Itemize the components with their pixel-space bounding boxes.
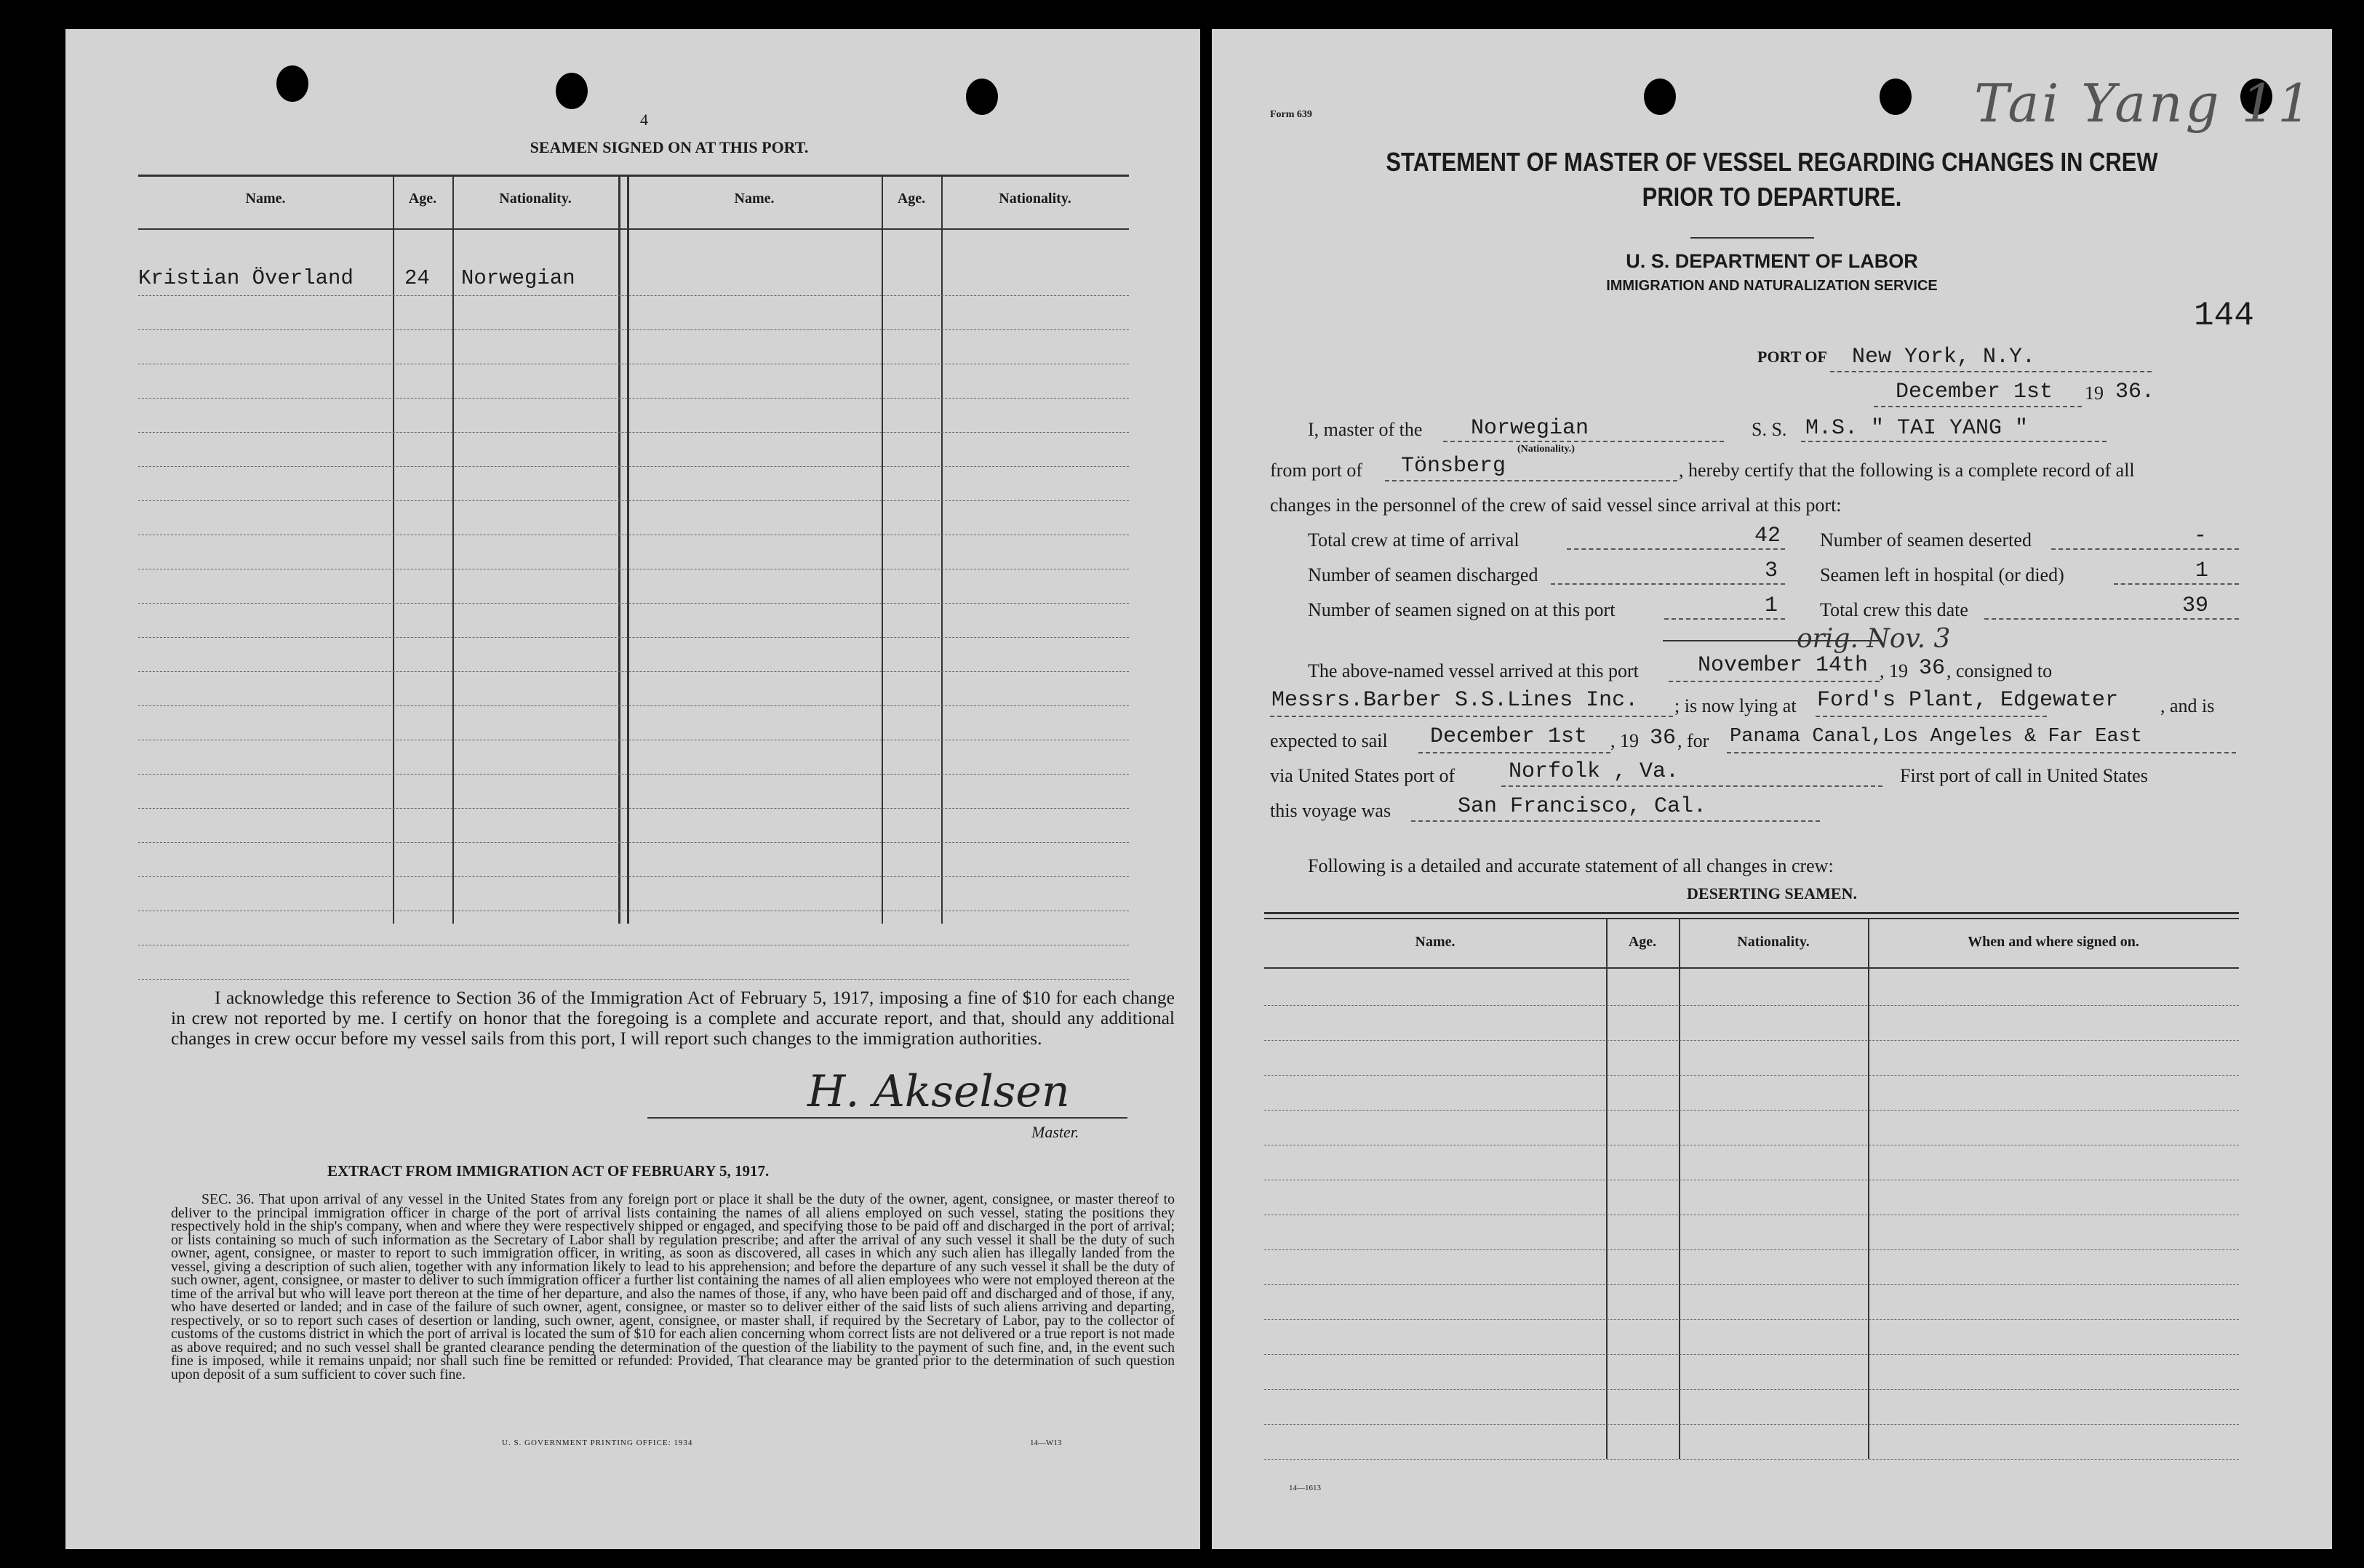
from-port-underline [1385, 480, 1677, 481]
date-underline [1874, 406, 2082, 407]
stat-label-deserted: Number of seamen deserted [1820, 529, 2032, 551]
nationality-caption: (Nationality.) [1517, 444, 1575, 455]
changes-text: changes in the personnel of the crew of said vessel since arrival at this port: [1270, 495, 1842, 516]
punch-hole [1880, 79, 1912, 115]
table-row-rule [1264, 1354, 2239, 1355]
destination-underline [1727, 752, 2236, 753]
table-top-rule [1264, 912, 2239, 914]
form-title-line2: PRIOR TO DEPARTURE. [1642, 182, 1902, 212]
table-row-rule [1264, 1005, 2239, 1006]
lying-underline [1816, 716, 2047, 717]
destination-value: Panama Canal,Los Angeles & Far East [1730, 726, 2143, 748]
sail-value: December 1st [1430, 724, 1588, 749]
col-divider [941, 175, 943, 924]
table-row-rule [1264, 1075, 2239, 1076]
signature-caption: Master. [1031, 1123, 1079, 1141]
master-signature: H. Akselsen [807, 1066, 1070, 1117]
sail-underline [1418, 752, 1610, 753]
form-label: Form 639 [1270, 109, 1312, 120]
table-top-rule [138, 175, 1129, 177]
table-row-rule [138, 774, 1129, 775]
arrived-value: November 14th [1698, 653, 1869, 678]
port-underline [1830, 371, 2152, 372]
table-row-rule [1264, 1040, 2239, 1041]
stat-label-signed-on: Number of seamen signed on at this port [1308, 599, 1616, 620]
table-row-rule [138, 979, 1129, 980]
consignee-underline [1270, 716, 1673, 717]
table-header-rule [1264, 967, 2239, 969]
table-row-rule [138, 705, 1129, 706]
certify-text: , hereby certify that the following is a complete record of all [1679, 460, 2135, 481]
stat-value-deserted: - [2194, 524, 2208, 548]
date-value: December 1st [1896, 380, 2053, 404]
consigned-label: , consigned to [1946, 660, 2053, 681]
col-divider [393, 175, 394, 924]
vessel-value: M.S. " TAI YANG " [1805, 416, 2029, 441]
via-value: Norfolk , Va. [1509, 759, 1680, 784]
lying-label: ; is now lying at [1674, 695, 1797, 716]
via-label: via United States port of [1270, 765, 1455, 786]
from-port-value: Tönsberg [1401, 454, 1506, 479]
deserting-seamen-table [1264, 912, 2239, 1465]
consignee-value: Messrs.Barber S.S.Lines Inc. [1271, 688, 1639, 713]
entry-age: 24 [404, 266, 430, 290]
port-label: PORT OF [1757, 348, 1827, 366]
for-label: , for [1677, 730, 1709, 751]
arrived-year-prefix: , 19 [1880, 660, 1908, 681]
form-code: 14—W13 [1030, 1439, 1062, 1447]
stat-value-hospital: 1 [2195, 559, 2209, 583]
col-divider [1606, 918, 1608, 1459]
col-divider [1679, 918, 1680, 1459]
year-prefix: 19 [2085, 383, 2104, 404]
col-header-name: Name. [1415, 934, 1455, 950]
stat-value-total-date: 39 [2182, 593, 2209, 618]
nationality-value: Norwegian [1471, 416, 1589, 441]
voyage-label: this voyage was [1270, 800, 1391, 821]
col-header-nationality: Nationality. [1737, 934, 1810, 950]
section-title: SEAMEN SIGNED ON AT THIS PORT. [530, 138, 809, 156]
table-row-rule [1264, 1459, 2239, 1460]
stat-label-total-date: Total crew this date [1820, 599, 1968, 620]
handwritten-arrival-note: orig. Nov. 3 [1797, 624, 1951, 654]
stat-value-discharged: 3 [1765, 559, 1778, 583]
table-row-rule [138, 603, 1129, 604]
nationality-underline [1443, 441, 1724, 442]
department-name: U. S. DEPARTMENT OF LABOR [1626, 250, 1918, 272]
form-title-line1: STATEMENT OF MASTER OF VESSEL REGARDING CHANGES IN CREW [1386, 147, 2158, 177]
from-port-label: from port of [1270, 460, 1363, 481]
port-value: New York, N.Y. [1852, 345, 2036, 369]
punch-hole [1644, 79, 1676, 115]
col-divider [1868, 918, 1869, 1459]
col-header-age-2: Age. [897, 191, 926, 207]
title-rule [1690, 237, 1814, 239]
col-header-when-where: When and where signed on. [1968, 934, 2139, 950]
printer-imprint: U. S. GOVERNMENT PRINTING OFFICE: 1934 [502, 1439, 693, 1447]
arrived-year-value: 36 [1919, 656, 1946, 681]
col-divider [627, 175, 629, 924]
table-row-rule [138, 500, 1129, 501]
col-divider [452, 175, 454, 924]
first-port-label: First port of call in United States [1900, 765, 2148, 786]
left-page [65, 29, 1200, 1549]
stat-value-total-arrival: 42 [1754, 524, 1781, 548]
and-is-text: , and is [2160, 695, 2215, 716]
stat-underline [1567, 548, 1785, 550]
table-row-rule [138, 432, 1129, 433]
punch-hole [556, 73, 588, 109]
table-row-rule [1264, 1249, 2239, 1250]
extract-text: SEC. 36. That upon arrival of any vessel in the United States from any foreign port or place it shall be the duty of the owner, agent, consignee, or master thereof to deliver to the principal immigration officer in charge of the port of arrival lists containing the names of all aliens employed on such vessel, stating the positions they respectively hold in the ship's company, when and where they were respectively shipped or engaged, and specifying those to be paid off and discharged in the port of arrival; or lists containing so much of such information as the Secretary of Labor shall by regulation prescribe; and after the arrival of any such vessel it shall be the duty of such owner, agent, consignee, or master to report to such immigration officer, in writing, as soon as discovered, all cases in which any such alien has illegally landed from the vessel, giving a description of such alien, together with any information likely to lead to his apprehension; and before the departure of any such vessel it shall be the duty of such owner, agent, consignee, or master to deliver to such immigration officer a further list containing the names of all alien employees who were not employed thereon at the time of the arrival but who will leave port thereon at the time of her departure, and also the names of those, if any, who have been paid off and discharged and of those, if any, who have deserted or landed; and in case of the failure of such owner, agent, consignee, or master so to deliver either of the said lists of such aliens arriving and departing, respectively, or so to report such cases of desertion or landing, such owner, agent, consignee, or master shall, if required by the Secretary of Labor, pay to the collector of customs of the customs district in which the port of arrival is located the sum of $10 for each alien concerning whom correct lists are not delivered or a true report is not made as above required; and no such vessel shall be granted clearance pending the determination of the question of the liability to the payment of such fine, and, in the event such fine is imposed, while it remains unpaid; nor shall such fine be remitted or refunded: Provided, That clearance may be granted prior to the determination of such question upon deposit of a sum sufficient to cover such fine. [171, 1191, 1175, 1383]
voyage-underline [1411, 820, 1820, 822]
stat-value-signed-on: 1 [1765, 593, 1778, 618]
stat-underline [1664, 618, 1785, 620]
table-row-rule [1264, 1110, 2239, 1111]
table-row-rule [138, 808, 1129, 809]
stat-label-total-arrival: Total crew at time of arrival [1308, 529, 1520, 551]
signature-line [647, 1117, 1127, 1119]
stat-underline [1984, 618, 2239, 620]
col-header-nationality: Nationality. [499, 191, 572, 207]
lying-value: Ford's Plant, Edgewater [1817, 688, 2119, 713]
seamen-signed-on-table [138, 175, 1129, 967]
page-number: 4 [640, 111, 648, 129]
col-header-nationality-2: Nationality. [999, 191, 1071, 207]
sail-year-prefix: , 19 [1610, 730, 1639, 751]
form-code: 14—1613 [1289, 1484, 1321, 1492]
master-label: I, master of the [1308, 419, 1423, 440]
stat-underline [2051, 548, 2239, 550]
stat-label-discharged: Number of seamen discharged [1308, 564, 1538, 585]
entry-nationality: Norwegian [461, 266, 575, 290]
table-row-rule [138, 842, 1129, 843]
via-underline [1501, 785, 1882, 787]
table-row-rule [1264, 1389, 2239, 1390]
stat-underline [2114, 583, 2239, 585]
document-number: 144 [2194, 297, 2254, 335]
col-header-name-2: Name. [734, 191, 775, 207]
table-row-rule [138, 295, 1129, 296]
punch-hole [966, 79, 998, 115]
vessel-underline [1801, 441, 2107, 442]
table-row-rule [138, 398, 1129, 399]
col-divider [882, 175, 883, 924]
stat-label-hospital: Seamen left in hospital (or died) [1820, 564, 2064, 585]
handwritten-vessel-note: Tai Yang 11 [1974, 73, 2315, 134]
col-header-name: Name. [245, 191, 286, 207]
punch-hole [276, 65, 308, 102]
col-header-age: Age. [1628, 934, 1657, 950]
col-divider [618, 175, 620, 924]
table-row-rule [138, 466, 1129, 467]
sail-label: expected to sail [1270, 730, 1388, 751]
entry-name: Kristian Överland [138, 266, 354, 290]
table-header-rule [138, 228, 1129, 230]
arrived-underline [1669, 681, 1880, 682]
arrived-label: The above-named vessel arrived at this port [1308, 660, 1639, 681]
table-row-rule [1264, 1424, 2239, 1425]
voyage-value: San Francisco, Cal. [1458, 794, 1707, 819]
service-name: IMMIGRATION AND NATURALIZATION SERVICE [1606, 278, 1938, 294]
year-value: 36. [2115, 380, 2155, 404]
table-row-rule [138, 671, 1129, 672]
table-row-rule [138, 637, 1129, 638]
stat-underline [1551, 583, 1785, 585]
extract-title: EXTRACT FROM IMMIGRATION ACT OF FEBRUARY 5, 1917. [327, 1162, 770, 1180]
table-row-rule [138, 329, 1129, 330]
col-header-age: Age. [408, 191, 437, 207]
table-row-rule [1264, 1319, 2239, 1320]
table-row-rule [1264, 1284, 2239, 1285]
following-text: Following is a detailed and accurate statement of all changes in crew: [1308, 855, 1834, 876]
acknowledgment-text: I acknowledge this reference to Section 36 of the Immigration Act of February 5, 1917, imposing a fine of $10 for each change in crew not reported by me. I certify on honor that the foregoing is a complete and accurate report, and that, should any additional changes in crew occur before my vessel sails from this port, I will report such changes to the immigration authorities. [171, 987, 1175, 1049]
deserting-title: DESERTING SEAMEN. [1687, 884, 1857, 903]
table-top-rule [1264, 918, 2239, 919]
right-page [1212, 29, 2332, 1549]
sail-year-value: 36 [1650, 726, 1677, 751]
table-row-rule [138, 876, 1129, 877]
ss-label: S. S. [1752, 419, 1787, 440]
